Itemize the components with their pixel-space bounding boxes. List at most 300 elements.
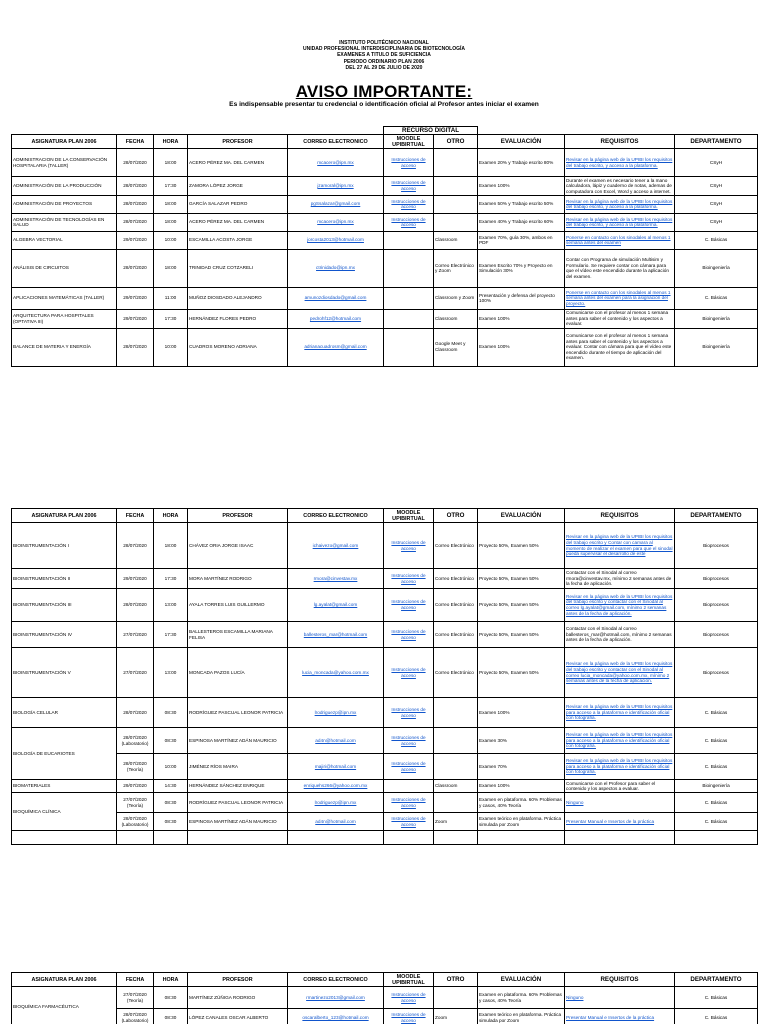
table-row [12, 249, 758, 287]
cell-otro [434, 195, 478, 213]
cell-evaluacion: Examen teórico en plataforma. Práctica simulada por Zoom [478, 813, 565, 831]
cell-correo [288, 1009, 384, 1024]
access-instructions-link[interactable]: Instrucciones de acceso [391, 706, 426, 718]
cell-profesor: ACERO PÉREZ MA. DEL CARMEN [188, 213, 288, 231]
cell-hora: 08:30 [154, 813, 188, 831]
cell-otro: Classroom [434, 231, 478, 249]
col-profesor: PROFESOR [188, 973, 288, 987]
cell-evaluacion: Examen 100% [478, 177, 565, 196]
access-instructions-link[interactable]: Instrucciones de acceso [391, 599, 426, 610]
cell-evaluacion: Examen Escrito 70% y Proyecto en Simulación 30% [478, 249, 565, 287]
cell-moodle [384, 309, 434, 328]
cell-fecha: 28/07/2020 [117, 523, 154, 569]
email-link[interactable]: pedrohf12@hotmail.com [309, 315, 362, 321]
cell-moodle [384, 754, 434, 780]
cell-asignatura: ADMINISTRACIÓN DE PROYECTOS [12, 195, 117, 213]
cell-requisitos[interactable]: Revisar en la página web de la UPIBI los requisitos del trabajo escrito y contactar con el Sinodal al correo lg.ayalat@gmail.com, mínimo 2 semanas antes de la fecha de aplicación. [565, 589, 675, 622]
cell-evaluacion: Examen 100% [478, 780, 565, 793]
cell-moodle [384, 569, 434, 589]
notice-subtitle: Es indispensable presentar tu credencial o identificación oficial al Profesor antes iniciar el examen [229, 101, 539, 108]
email-link[interactable]: mcacero@ipn.mx [317, 159, 354, 165]
cell-asignatura: ADMINISTRACIÓN DE TECNOLOGÍAS EN SALUD [12, 213, 117, 231]
table-row [12, 287, 758, 309]
col-hora: HORA [154, 135, 188, 149]
cell-departamento: C. Básicas [675, 813, 758, 831]
cell-evaluacion: Examen 30% [478, 728, 565, 754]
cell-asignatura: BIOINSTRUMENTACIÓN III [12, 589, 117, 622]
cell-fecha: 29/07/2020 [117, 309, 154, 328]
cell-requisitos[interactable]: Revisar en la página web de la UPIBI los requisitos del trabajo escrito y Contar con camara al momento de realizar el examen para que el sinodal pueda supervisar el desarrollo de este [565, 523, 675, 569]
email-link[interactable]: ctrinidado@ipn.mx [316, 265, 355, 271]
cell-profesor: RODRÍGUEZ PASCUAL LEONOR PATRICIA [188, 793, 288, 813]
cell-requisitos[interactable]: Presentar Manual e Insertos de la práctica [565, 813, 675, 831]
cell-correo [288, 648, 384, 698]
cell-evaluacion: Proyecto 50%, Examen 50% [478, 569, 565, 589]
cell-departamento: C. Básicas [675, 231, 758, 249]
cell-departamento: C. Básicas [675, 698, 758, 728]
cell-asignatura: ADMINISTRACION DE LA CONSERVACIÓN HOSPITALARIA (TALLER) [12, 149, 117, 177]
email-link[interactable]: amunozdiosdado@gmail.com [304, 295, 367, 301]
cell-hora: 18:00 [154, 195, 188, 213]
cell-otro: Correo Electrónico [434, 523, 478, 569]
cell-requisitos[interactable]: Ponerse en contacto con los sinodales al menos 1 semana antes del examen [565, 231, 675, 249]
access-instructions-link[interactable]: Instrucciones de acceso [391, 734, 426, 746]
cell-otro: Correo Electrónico [434, 589, 478, 622]
email-link[interactable]: ballesteros_mar@hotmail.com [303, 631, 368, 637]
cell-hora: 08:30 [154, 1009, 188, 1024]
cell-profesor: ZAMORA LÓPEZ JORGE [188, 177, 288, 196]
cell-hora: 18:00 [154, 149, 188, 177]
cell-asignatura: BIOINSTRUMENTACIÓN I [12, 523, 117, 569]
cell-moodle [384, 780, 434, 793]
cell-moodle [384, 813, 434, 831]
cell-departamento: Bioprocesos [675, 622, 758, 648]
cell-evaluacion: Examen 100% [478, 309, 565, 328]
col-departamento: DEPARTAMENTO [675, 135, 758, 149]
cell-otro: Classroom y Zoom [434, 287, 478, 309]
cell-fecha: 27/07/2020 (Teoría) [117, 793, 154, 813]
cell-otro [434, 987, 478, 1009]
col-departamento: DEPARTAMENTO [675, 509, 758, 523]
email-link[interactable]: jzamoral@ipn.mx [317, 183, 354, 189]
cell-moodle [384, 1009, 434, 1024]
cell-hora: 10:00 [154, 231, 188, 249]
cell-requisitos: Contactar con el Sinodal al correo ballesteros_mar@hotmail.com, mínimo 2 semanas antes de la fecha de aplicación. [565, 622, 675, 648]
cell-moodle [384, 328, 434, 366]
cell-hora: 14:30 [154, 780, 188, 793]
cell-hora: 18:00 [154, 249, 188, 287]
table-row [12, 523, 758, 569]
cell-otro: Correo Electrónico [434, 569, 478, 589]
cell-evaluacion: Examen 100% [478, 328, 565, 366]
cell-fecha: 27/07/2020 [117, 622, 154, 648]
cell-correo [288, 287, 384, 309]
institution-header [0, 40, 768, 71]
cell-moodle [384, 648, 434, 698]
table-row [12, 698, 758, 728]
cell-moodle [384, 149, 434, 177]
cell-hora: 13:00 [154, 589, 188, 622]
header-recurso-digital: RECURSO DIGITAL [384, 127, 478, 135]
cell-evaluacion: Proyecto 50%, Examen 50% [478, 622, 565, 648]
cell-requisitos: Comunicarse con el Profesor para saber el contenido y los aspectos a evaluar. [565, 780, 675, 793]
access-instructions-link[interactable]: Instrucciones de acceso [391, 1011, 426, 1023]
table-row [12, 149, 758, 177]
cell-correo [288, 149, 384, 177]
cell-fecha: 28/07/2020 [117, 195, 154, 213]
col-fecha: FECHA [117, 135, 154, 149]
col-evaluacion: EVALUACIÓN [478, 135, 565, 149]
cell-evaluacion: Proyecto 50%, Examen 50% [478, 523, 565, 569]
cell-departamento: C. Básicas [675, 793, 758, 813]
cell-departamento: CSyH [675, 213, 758, 231]
cell-departamento: Bioingeniería [675, 780, 758, 793]
cell-profesor: LÓPEZ CANALES OSCAR ALBERTO [188, 1009, 288, 1024]
col-departamento: DEPARTAMENTO [675, 973, 758, 987]
cell-profesor: GARCÍA SALAZAR PEDRO [188, 195, 288, 213]
cell-evaluacion: Proyecto 50%, Examen 50% [478, 589, 565, 622]
col-fecha: FECHA [117, 509, 154, 523]
cell-correo [288, 569, 384, 589]
cell-correo [288, 177, 384, 196]
col-correo: CORREO ELECTRONICO [288, 135, 384, 149]
table-row [12, 589, 758, 622]
cell-hora: 17:30 [154, 177, 188, 196]
cell-evaluacion: Examen 50% y Trabajo escrito 50% [478, 195, 565, 213]
cell-fecha: 28/07/2020 (Laboratorio) [117, 1009, 154, 1024]
cell-requisitos[interactable]: Ponerse en contacto con los sinodales al menos 1 semana antes del examen para la asignación del proyecto. [565, 287, 675, 309]
cell-departamento: C. Básicas [675, 287, 758, 309]
email-link[interactable]: majiri@hotmail.com [314, 763, 357, 769]
table-row [12, 177, 758, 196]
cell-correo [288, 231, 384, 249]
table-row [12, 1009, 758, 1024]
cell-evaluacion: Examen 70%, guía 30%, ambos en PDF [478, 231, 565, 249]
cell-otro [434, 177, 478, 196]
cell-asignatura: BIOMATERIALES [12, 780, 117, 793]
cell-moodle [384, 287, 434, 309]
email-link[interactable]: jorcosta2013@hotmail.com [307, 237, 364, 243]
cell-otro: Google Meet y Classroom [434, 328, 478, 366]
access-instructions-link[interactable]: Instrucciones de acceso [391, 156, 426, 168]
access-instructions-link[interactable]: Instrucciones de acceso [391, 572, 426, 584]
cell-asignatura: ALGEBRA VECTORIAL [12, 231, 117, 249]
cell-correo [288, 589, 384, 622]
cell-requisitos[interactable]: Revisar en la página web de la UPIBI los requisitos del trabajo escrito y contactar con el Sinodal al correo lucia_moncada@yahoo.com.mx, mínimo 2 semanas antes de la fecha de aplicación. [565, 648, 675, 698]
cell-departamento: Bioingeniería [675, 309, 758, 328]
cell-correo [288, 754, 384, 780]
cell-hora: 18:00 [154, 213, 188, 231]
table-row [12, 780, 758, 793]
cell-moodle [384, 728, 434, 754]
cell-profesor: BALLESTEROS ESCAMILLA MARIANA FELISA [188, 622, 288, 648]
cell-hora: 08:30 [154, 793, 188, 813]
cell-fecha: 28/07/2020 [117, 698, 154, 728]
cell-profesor: ESPINOSA MARTÍNEZ ADÁN MAURICIO [188, 728, 288, 754]
cell-evaluacion: Examen 100% [478, 698, 565, 728]
exam-schedule-table-1 [11, 126, 758, 367]
cell-moodle [384, 231, 434, 249]
cell-fecha: 28/07/2020 [117, 249, 154, 287]
cell-correo [288, 328, 384, 366]
cell-asignatura: APLICACIONES MATEMÁTICAS (TALLER) [12, 287, 117, 309]
col-otro: OTRO [434, 135, 478, 149]
table-row [12, 231, 758, 249]
header-line-institute: INSTITUTO POLITÉCNICO NACIONAL [339, 40, 429, 46]
access-instructions-link[interactable]: Instrucciones de acceso [391, 539, 426, 551]
col-otro: OTRO [434, 509, 478, 523]
cell-moodle [384, 589, 434, 622]
cell-departamento: Bioprocesos [675, 523, 758, 569]
cell-evaluacion: Proyecto 50%, Examen 50% [478, 648, 565, 698]
cell-correo [288, 523, 384, 569]
cell-requisitos: Contactar con el Sinodal al correo rmora@cinvestav.mx, mínimo 2 semanas antes de la fecha de aplicación. [565, 569, 675, 589]
cell-requisitos[interactable]: Ninguno [565, 987, 675, 1009]
cell-evaluacion: Presentación y defensa del proyecto 100% [478, 287, 565, 309]
cell-otro [434, 213, 478, 231]
cell-moodle [384, 249, 434, 287]
cell-requisitos[interactable]: Ninguno [565, 793, 675, 813]
exam-schedule-table-2 [11, 508, 758, 845]
cell-evaluacion: Examen en plataforma. 60% Problemas y casos, 40% Teoría [478, 793, 565, 813]
cell-profesor: MONCADA PAZOS LUCÍA [188, 648, 288, 698]
col-correo: CORREO ELECTRONICO [288, 973, 384, 987]
cell-fecha: 29/07/2020 [117, 569, 154, 589]
access-instructions-link[interactable]: Instrucciones de acceso [391, 760, 426, 772]
email-link[interactable]: enriquehs266@yahoo.com.mx [303, 783, 368, 789]
cell-otro [434, 754, 478, 780]
col-requisitos: REQUISITOS [565, 973, 675, 987]
cell-evaluacion: Examen en plataforma. 60% Problemas y casos, 40% Teoría [478, 987, 565, 1009]
cell-moodle [384, 987, 434, 1009]
cell-profesor: MORA MARTÍNEZ RODRIGO [188, 569, 288, 589]
cell-profesor: ESPINOSA MARTÍNEZ ADÁN MAURICIO [188, 813, 288, 831]
cell-asignatura: BIOLOGÍA CELULAR [12, 698, 117, 728]
cell-hora: 17:30 [154, 569, 188, 589]
col-profesor: PROFESOR [188, 509, 288, 523]
cell-fecha: 28/07/2020 (Teoría) [117, 754, 154, 780]
cell-correo [288, 249, 384, 287]
table-row [12, 754, 758, 780]
cell-fecha: 28/07/2020 [117, 177, 154, 196]
cell-profesor: TRINIDAD CRUZ COTZARELI [188, 249, 288, 287]
col-moodle: MOODLE UPIBIRTUAL [384, 973, 434, 987]
cell-otro [434, 698, 478, 728]
col-correo: CORREO ELECTRONICO [288, 509, 384, 523]
cell-requisitos[interactable]: Presentar Manual e Insertos de la práctica [565, 1009, 675, 1024]
cell-asignatura: BIOINSTRUMENTACIÓN V [12, 648, 117, 698]
cell-requisitos[interactable]: Revisar en la página web de la UPIBI los requisitos para acceso a la plataforma e identificación oficial con fotografía. [565, 698, 675, 728]
access-instructions-link[interactable]: Instrucciones de acceso [391, 180, 426, 191]
cell-hora: 13:00 [154, 648, 188, 698]
cell-hora: 10:00 [154, 328, 188, 366]
email-link[interactable]: lrodriguezp@ipn.mx [314, 709, 357, 715]
cell-profesor: AYALA TORRES LUIS GUILLERMO [188, 589, 288, 622]
table-row [12, 648, 758, 698]
email-link[interactable]: pgSsalazar@gmail.com [310, 201, 361, 207]
cell-asignatura: BIOINSTRUMENTACIÓN II [12, 569, 117, 589]
cell-asignatura: BIOLOGÍA DE EUCARIOTES [12, 728, 117, 780]
cell-otro: Classroom [434, 780, 478, 793]
cell-correo [288, 213, 384, 231]
access-instructions-link[interactable]: Instrucciones de acceso [391, 628, 426, 640]
email-link[interactable]: lucia_moncada@yahoo.com.mx [302, 669, 369, 675]
table-row [12, 793, 758, 813]
cell-correo [288, 793, 384, 813]
cell-requisitos: Durante el examen es necesario tener a la mano calculadora, lápiz y cuaderno de notas, ademas de computadora con Excel, Word y acceso a internet. [565, 177, 675, 196]
access-instructions-link[interactable]: Instrucciones de acceso [391, 216, 426, 228]
access-instructions-link[interactable]: Instrucciones de acceso [391, 198, 426, 210]
cell-moodle [384, 195, 434, 213]
email-link[interactable]: ichaivezo@gmail.com [312, 542, 359, 548]
col-asignatura: ASIGNATURA PLAN 2006 [12, 135, 117, 149]
cell-departamento: CSyH [675, 149, 758, 177]
cell-fecha: 28/07/2020 [117, 328, 154, 366]
cell-departamento: Bioprocesos [675, 648, 758, 698]
cell-requisitos[interactable]: Revisar en la página web de la UPIBI los requisitos para acceso a la plataforma e identificación oficial con fotografía. [565, 728, 675, 754]
cell-otro: Correo Electrónico [434, 648, 478, 698]
col-hora: HORA [154, 509, 188, 523]
cell-departamento: Bioprocesos [675, 589, 758, 622]
cell-profesor: RODRÍGUEZ PASCUAL LEONOR PATRICIA [188, 698, 288, 728]
email-link[interactable]: mcacero@ipn.mx [317, 219, 354, 225]
col-evaluacion: EVALUACIÓN [478, 509, 565, 523]
col-asignatura: ASIGNATURA PLAN 2006 [12, 973, 117, 987]
cell-asignatura: BIOQUÍMICA CLÍNICA [12, 793, 117, 831]
header-line-dates: DEL 27 AL 29 DE JULIO DE 2020 [345, 64, 423, 71]
table-row [12, 622, 758, 648]
access-instructions-link[interactable]: Instrucciones de acceso [391, 816, 426, 827]
header-line-unit: UNIDAD PROFESIONAL INTERDISCIPLINARIA DE BIOTECNOLOGÍA [303, 46, 465, 53]
email-link[interactable]: adrianacuadrosm@gmail.com [304, 344, 367, 350]
cell-asignatura: ADMINISTRACIÓN DE LA PRODUCCIÓN [12, 177, 117, 196]
cell-moodle [384, 213, 434, 231]
exam-schedule-table-3 [11, 972, 758, 1024]
cell-correo [288, 309, 384, 328]
cell-otro: Correo Electrónico [434, 622, 478, 648]
cell-departamento: Bioingeniería [675, 249, 758, 287]
header-line-exams: EXAMENES A TITULO DE SUFICIENCIA [337, 52, 431, 59]
table-row [12, 309, 758, 328]
access-instructions-link[interactable]: Instrucciones de acceso [391, 797, 426, 808]
cell-correo [288, 195, 384, 213]
table-row [12, 213, 758, 231]
cell-fecha: 28/07/2020 [117, 213, 154, 231]
cell-otro [434, 728, 478, 754]
table-row [12, 813, 758, 831]
cell-fecha: 29/07/2020 [117, 287, 154, 309]
cell-departamento: CSyH [675, 177, 758, 196]
col-otro: OTRO [434, 973, 478, 987]
cell-correo [288, 728, 384, 754]
email-link[interactable]: oscaralberto_123@hotmail.com [302, 1014, 369, 1020]
cell-departamento: C. Básicas [675, 728, 758, 754]
cell-requisitos[interactable]: Revisar en la página web de la UPIBI los requisitos del trabajo escrito, y acceso a la plataforma. [565, 149, 675, 177]
cell-hora: 08:30 [154, 698, 188, 728]
email-link[interactable]: rmora@cinvestav.mx [313, 575, 358, 581]
cell-profesor: MUÑOZ DIOSDADO ALEJANDRO [188, 287, 288, 309]
cell-hora: 18:00 [154, 523, 188, 569]
email-link[interactable]: rmartinezo2013@gmail.com [306, 994, 365, 1000]
cell-asignatura: ARQUITECTURA PARA HOSPITALES (OPTATIVA III) [12, 309, 117, 328]
cell-correo [288, 622, 384, 648]
cell-otro [434, 793, 478, 813]
access-instructions-link[interactable]: Instrucciones de acceso [391, 991, 426, 1003]
cell-evaluacion: Examen 70% [478, 754, 565, 780]
cell-fecha: 29/07/2020 [117, 231, 154, 249]
cell-profesor: CHÁVEZ ORIA JORGE ISAAC [188, 523, 288, 569]
col-requisitos: REQUISITOS [565, 509, 675, 523]
cell-requisitos[interactable]: Revisar en la página web de la UPIBI los requisitos para acceso a la plataforma e identificación oficial con fotografía. [565, 754, 675, 780]
cell-departamento: CSyH [675, 195, 758, 213]
email-link[interactable]: ad4n@hotmail.com [315, 737, 356, 743]
cell-profesor: HERNÁNDEZ SÁNCHEZ ENRIQUE [188, 780, 288, 793]
cell-hora: 17:30 [154, 309, 188, 328]
col-asignatura: ASIGNATURA PLAN 2006 [12, 509, 117, 523]
table-row [12, 195, 758, 213]
cell-moodle [384, 523, 434, 569]
col-hora: HORA [154, 973, 188, 987]
cell-evaluacion: Examen 20% y Trabajo escrito 80% [478, 149, 565, 177]
cell-evaluacion: Examen teórico en plataforma. Práctica simulada por Zoom [478, 1009, 565, 1024]
access-instructions-link[interactable]: Instrucciones de acceso [391, 666, 426, 678]
cell-otro: Correo Electrónico y Zoom [434, 249, 478, 287]
cell-requisitos[interactable]: Revisar en la página web de la UPIBI los requisitos del trabajo escrito, y acceso a la plataforma. [565, 195, 675, 213]
cell-departamento: C. Básicas [675, 1009, 758, 1024]
cell-departamento: Bioingeniería [675, 328, 758, 366]
col-evaluacion: EVALUACIÓN [478, 973, 565, 987]
cell-asignatura: BIOQUÍMICA FARMACÉUTICA [12, 987, 117, 1024]
cell-departamento: C. Básicas [675, 987, 758, 1009]
cell-fecha: 28/07/2020 (Laboratorio) [117, 813, 154, 831]
cell-hora: 17:30 [154, 622, 188, 648]
cell-requisitos[interactable]: Revisar en la página web de la UPIBI los requisitos del trabajo escrito, y acceso a la plataforma. [565, 213, 675, 231]
cell-profesor: MARTÍNEZ ZÚÑIGA RODRIGO [188, 987, 288, 1009]
cell-profesor: ACERO PÉREZ MA. DEL CARMEN [188, 149, 288, 177]
cell-fecha: 28/07/2020 [117, 589, 154, 622]
cell-profesor: ESCAMILLA ACOSTA JORGE [188, 231, 288, 249]
cell-profesor: HERNÁNDEZ FLORES PEDRO [188, 309, 288, 328]
cell-fecha: 28/07/2020 (Laboratorio) [117, 728, 154, 754]
cell-correo [288, 698, 384, 728]
cell-fecha: 29/07/2020 [117, 780, 154, 793]
cell-requisitos: Contar con Programa de simulación Multisim y Formulario. Se requiere contar con cámara para que el vídeo este encendido durante la aplicación del examen. [565, 249, 675, 287]
col-moodle: MOODLE UPIBIRTUAL [384, 135, 434, 149]
notice-title: AVISO IMPORTANTE: [295, 82, 473, 101]
cell-otro: Zoom [434, 813, 478, 831]
email-link[interactable]: lg.ayalat@gmail.com [313, 602, 358, 608]
cell-otro [434, 149, 478, 177]
cell-requisitos: Comunicarse con el profesor al menos 1 semana antes para saber el contenido y los aspectos a evaluar. Contar con cámara para que el vídeo este encendido durante el tiempo de aplicación del examen. [565, 328, 675, 366]
cell-otro: Zoom [434, 1009, 478, 1024]
cell-fecha: 27/07/2020 [117, 648, 154, 698]
cell-correo [288, 780, 384, 793]
cell-moodle [384, 698, 434, 728]
col-fecha: FECHA [117, 973, 154, 987]
cell-moodle [384, 793, 434, 813]
email-link[interactable]: lrodriguezp@ipn.mx [314, 799, 357, 805]
cell-hora: 08:30 [154, 987, 188, 1009]
col-requisitos: REQUISITOS [565, 135, 675, 149]
cell-correo [288, 987, 384, 1009]
cell-departamento: C. Básicas [675, 754, 758, 780]
col-moodle: MOODLE UPIBIRTUAL [384, 509, 434, 523]
email-link[interactable]: ad4n@hotmail.com [315, 818, 356, 824]
table-row [12, 328, 758, 366]
header-line-period: PERIODO ORDINARIO PLAN 2006 [343, 58, 425, 65]
cell-otro: Classroom [434, 309, 478, 328]
cell-departamento: Bioprocesos [675, 569, 758, 589]
